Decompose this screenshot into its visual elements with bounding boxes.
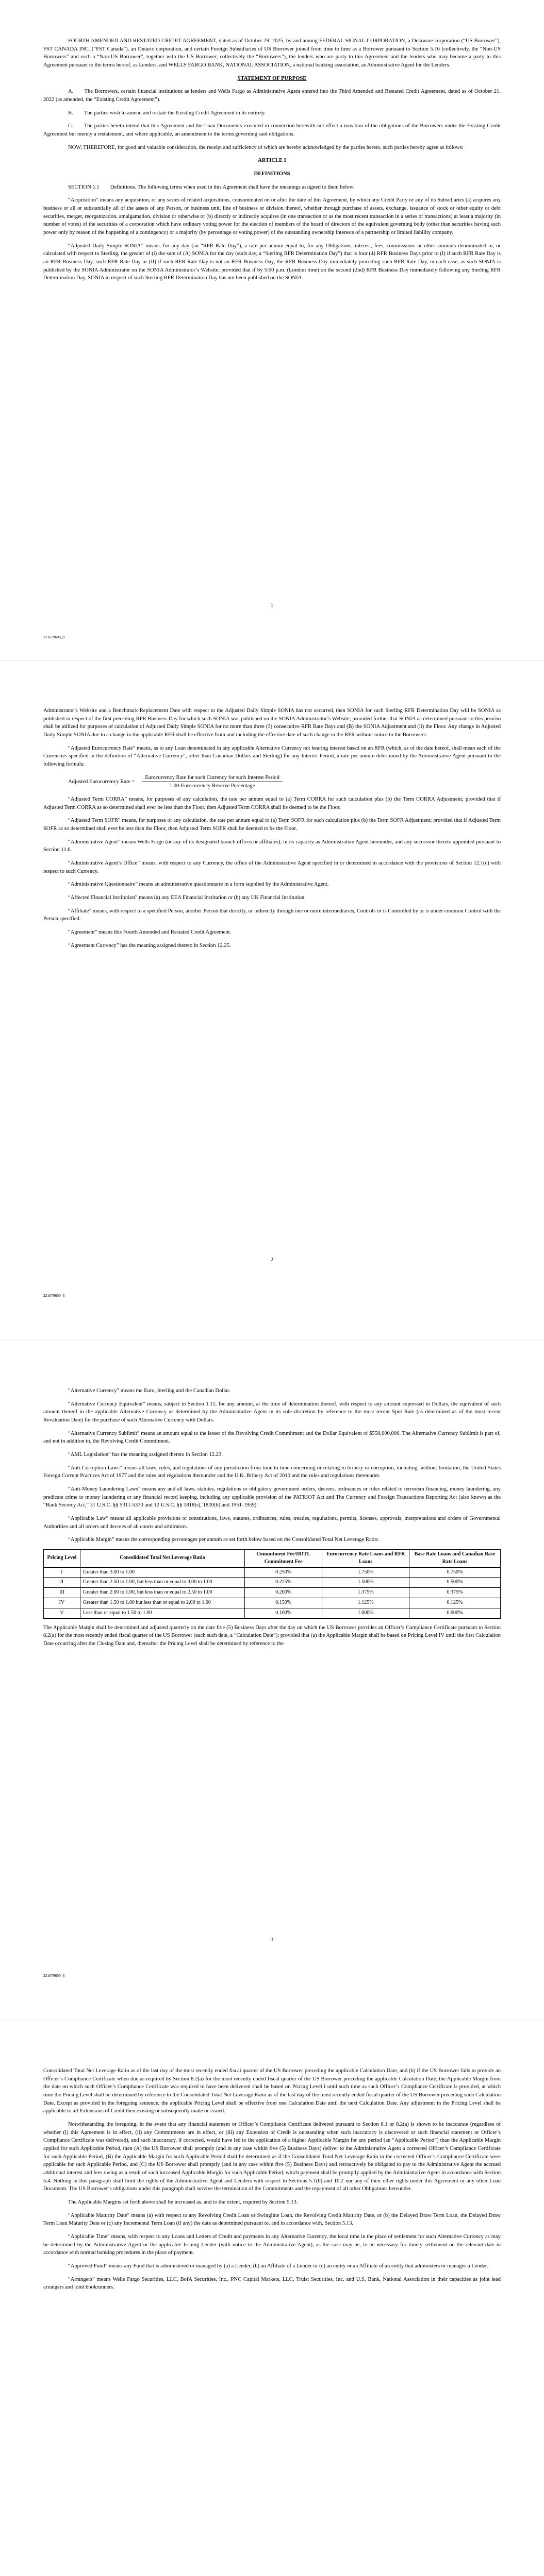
def-anti-corruption-laws: “Anti-Corruption Laws” means all laws, rules, and regulations of any jurisdiction from time to time concerning or relating to bribery or corruption, including, without limitation, the United States Foreign Corrupt Practices Act of 1977 and the rules and regulations thereunder and the U.K. Bribery Act of 2010 and the rules and regulations thereunder. <box>43 1465 501 1479</box>
section-1-1: SECTION 1.1 Definitions. The following terms when used in this Agreement shall have the meanings assigned to them below: <box>68 184 355 190</box>
def-arrangers: “Arrangers” means Wells Fargo Securities, LLC, BofA Securities, Inc., PNC Capital Markets, LLC, Truist Securities, Inc. and U.S. Bank, National Association in their capacities as joint lead arrangers and joint bookrunners. <box>43 2276 501 2291</box>
table-cell: 0.200% <box>244 1588 322 1598</box>
page-number: 3 <box>270 1937 274 1943</box>
table-cell: Greater than 3.00 to 1.00 <box>80 1567 244 1578</box>
table-row <box>44 1588 501 1598</box>
def-anti-money-laundering-laws: “Anti-Money Laundering Laws” means any and all laws, statutes, regulations or obligatory government orders, decrees, ordinances or rules related to terrorism financing, money laundering, any predicate crime to money laundering or any financial record keeping, including any applicable provision of the PATRIOT Act and The Currency and Foreign Transactions Reporting Act (also known as the “Bank Secrecy Act,” 31 U.S.C. §§ 5311-5330 and 12 U.S.C. §§ 1818(s), 1820(b) and 1951-1959). <box>43 1486 501 1509</box>
page-2-body <box>43 707 501 955</box>
table-cell: 0.000% <box>409 1608 500 1618</box>
formula-lhs: Adjusted Eurocurrency Rate = <box>68 779 135 785</box>
page-separator <box>0 660 544 661</box>
page-number: 1 <box>270 603 274 608</box>
def-affiliate: “Affiliate” means, with respect to a specified Person, another Person that directly, or indirectly through one or more intermediaries, Controls or is Controlled by or is under common Control with the Person specified. <box>43 908 501 922</box>
table-cell: 1.000% <box>322 1608 409 1618</box>
document-id: 221679600_8 <box>43 1973 65 1978</box>
document-id: 221679600_8 <box>43 635 65 639</box>
statement-of-purpose-heading: STATEMENT OF PURPOSE <box>237 75 307 81</box>
table-row <box>44 1598 501 1608</box>
recital-b: B. The parties wish to amend and restate the Existing Credit Agreement in its entirety. <box>68 110 266 116</box>
table-cell: III <box>44 1588 80 1598</box>
table-cell: 0.125% <box>409 1598 500 1608</box>
def-adjusted-term-corra: “Adjusted Term CORRA” means, for purposes of any calculation, the rate per annum equal to (a) Term CORRA for such calculation plus (b) the Term CORRA Adjustment; provided that if Adjusted Term CORRA as so determined shall ever be less than the Floor, then Adjusted Term CORRA shall be deemed to be the Floor. <box>43 796 501 810</box>
table-cell: 1.750% <box>322 1567 409 1578</box>
def-aml-legislation: “AML Legislation” has the meaning assigned thereto in Section 12.23. <box>68 1452 223 1458</box>
table-cell: 0.250% <box>244 1567 322 1578</box>
applicable-margin-continued: Consolidated Total Net Leverage Ratio as of the last day of the most recently ended fiscal quarter of the US Borrower preceding the applicable Calculation Date, and (b) if the US Borrower fails to provide an Officer’s Compliance Certificate when due as required by Section 8.2(a) for the most recently ended fiscal quarter of the US Borrower preceding the applicable Calculation Date, the Applicable Margin from the date on which such Officer’s Compliance Certificate was required to have been delivered shall be based on Pricing Level I until such time as such Officer’s Compliance Certificate is provided, at which time the Pricing Level shall be determined by reference to the Consolidated Total Net Leverage Ratio as of the last day of the most recently ended fiscal quarter of the US Borrower preceding such Calculation Date. Except as provided in the foregoing sentence, the applicable Pricing Level shall be effective from one Calculation Date until the next Calculation Date. Any adjustment in the Pricing Level shall be applicable to all Extensions of Credit then existing or subsequently made or issued. <box>43 2068 501 2114</box>
table-cell: V <box>44 1608 80 1618</box>
table-row <box>44 1578 501 1588</box>
def-sonia-continued: Administrator’s Website and a Benchmark Replacement Date with respect to the Adjusted Daily Simple SONIA has not occurred, then SONIA for such Sterling RFR Determination Day will be SONIA as published in respect of the first preceding RFR Business Day for which such SONIA was published on the SONIA Administrator’s Website; provided further that SONIA as determined pursuant to this proviso shall be utilized for purposes of calculation of Adjusted Daily Simple SONIA for no more than three (3) consecutive RFR Rate Days and (B) the SONIA Adjustment and (ii) the Floor. Any change in Adjusted Daily Simple SONIA due to a change in the applicable RFR shall be effective from and including the effective date of such change in the RFR without notice to the Borrowers. <box>43 708 501 738</box>
formula-numerator: Eurocurrency Rate for such Currency for such Interest Period <box>142 774 283 783</box>
table-cell: IV <box>44 1598 80 1608</box>
page-number: 2 <box>270 1257 274 1263</box>
def-affected-financial-institution: “Affected Financial Institution” means (a) any EEA Financial Institution or (b) any UK Financial Institution. <box>68 895 306 901</box>
def-administrative-agent: “Administrative Agent” means Wells Fargo (or any of its designated branch offices or affiliates), in its capacity as Administrative Agent hereunder, and any successor thereto appointed pursuant to Section 11.6. <box>43 839 501 853</box>
def-applicable-law: “Applicable Law” means all applicable provisions of constitutions, laws, statutes, ordinances, rules, treaties, regulations, permits, licenses, approvals, interpretations and orders of Governmental Authorities and all orders and decrees of all courts and arbitrators. <box>43 1516 501 1530</box>
recital-a: A. The Borrowers, certain financial institutions as lenders and Wells Fargo as Administrative Agent entered into the Third Amended and Restated Credit Agreement, dated as of October 21, 2022 (as amended, the “Existing Credit Agreement”). <box>43 89 501 103</box>
column-header: Commitment Fee/DDTL Commitment Fee <box>244 1550 322 1568</box>
table-row <box>44 1608 501 1618</box>
applicable-margin-table <box>43 1549 501 1619</box>
table-cell: 0.100% <box>244 1608 322 1618</box>
def-applicable-maturity-date: “Applicable Maturity Date” means (a) with respect to any Revolving Credit Loan or Swingline Loan, the Revolving Credit Maturity Date, or (b) the Delayed Draw Term Loan, the Delayed Draw Term Loan Maturity Date or (c) any Incremental Term Loan (if any) the date as determined pursuant to, and in accordance with, Section 5.13. <box>43 2212 501 2227</box>
table-header-row <box>44 1550 501 1568</box>
table-cell: Greater than 2.50 to 1.00, but less than or equal to 3.00 to 1.00 <box>80 1578 244 1588</box>
def-agreement-currency: “Agreement Currency” has the meaning assigned thereto in Section 12.25. <box>68 942 231 948</box>
document-id: 221679600_8 <box>43 1293 65 1298</box>
page-1-body <box>43 37 501 287</box>
table-cell: 0.150% <box>244 1598 322 1608</box>
page-3-body <box>43 1387 501 1653</box>
def-agreement: “Agreement” means this Fourth Amended and Restated Credit Agreement. <box>68 929 232 936</box>
formula-fraction <box>142 774 283 790</box>
def-approved-fund: “Approved Fund” means any Fund that is administered or managed by (a) a Lender, (b) an Affiliate of a Lender or (c) an entity or an Affiliate of an entity that administers or manages a Lender. <box>68 2263 488 2269</box>
page-4-body <box>43 2067 501 2297</box>
table-cell: II <box>44 1578 80 1588</box>
table-row <box>44 1567 501 1578</box>
def-acquisition: “Acquisition” means any acquisition, or any series of related acquisitions, consummated on or after the date of this Agreement, by which any Credit Party or any of its Subsidiaries (a) acquires any business or all or substantially all of the assets of any Person, or business unit, line of business or division thereof, whether through purchase of assets, exchange, issuance of stock or other equity or debt securities, merger, reorganization, amalgamation, division or otherwise or (b) directly or indirectly acquires (in one transaction or as the most recent transaction in a series of transactions) at least a majority (in number of votes) of the securities of a corporation which have ordinary voting power for the election of members of the board of directors of the equivalent governing body (other than securities having such power only by reason of the happening of a contingency) or a majority (by percentage or voting power) of the outstanding ownership interests of a partnership or limited liability company. <box>43 197 501 236</box>
def-adjusted-eurocurrency-rate: “Adjusted Eurocurrency Rate” means, as to any Loan denominated in any applicable Alternative Currency not bearing interest based on an RFR (which, as of the date hereof, shall mean each of the Currencies specified in the definition of “Alternative Currency”, other than Canadian Dollars and Sterling) for any Interest Period, a rate per annum determined by the Administrative Agent pursuant to the following formula: <box>43 745 501 768</box>
table-cell: 0.375% <box>409 1588 500 1598</box>
def-alternative-currency-equivalent: “Alternative Currency Equivalent” means, subject to Section 1.11, for any amount, at the time of determination thereof, with respect to any amount expressed in Dollars, the equivalent of such amount thereof in the applicable Alternative Currency as determined by the Administrative Agent in its sole discretion by reference to the most recent Spot Rate (as determined as of the most recent Revaluation Date) for the purchase of such Alternative Currency with Dollars. <box>43 1401 501 1423</box>
table-cell: Less than or equal to 1.50 to 1.00 <box>80 1608 244 1618</box>
table-cell: 0.225% <box>244 1578 322 1588</box>
table-cell: 0.500% <box>409 1578 500 1588</box>
table-cell: 0.750% <box>409 1567 500 1578</box>
recital-c: C. The parties hereto intend that this Agreement and the Loan Documents executed in connection herewith not effect a novation of the obligations of the Borrowers under the Existing Credit Agreement but merely a restatement, and where applicable, an amendment to the terms governing said obligations. <box>43 123 501 138</box>
column-header: Eurocurrency Rate Loans and RFR Loans <box>322 1550 409 1568</box>
applicable-margin-adjustment: The Applicable Margin shall be determined and adjusted quarterly on the date five (5) Business Days after the day on which the US Borrower provides an Officer’s Compliance Certificate pursuant to Section 8.2(a) for the most recently ended fiscal quarter of the US Borrower (each such date, a “Calculation Date”); provided that (a) the Applicable Margin shall be based on Pricing Level IV until the first Calculation Date occurring after the Closing Date and, thereafter the Pricing Level shall be determined by reference to the <box>43 1624 501 1647</box>
eurocurrency-formula <box>68 774 501 790</box>
column-header: Base Rate Loans and Canadian Base Rate Loans <box>409 1550 500 1568</box>
article-heading: ARTICLE I <box>258 158 286 164</box>
def-administrative-questionnaire: “Administrative Questionnaire” means an administrative questionnaire in a form supplied by the Administrative Agent. <box>68 882 329 888</box>
def-administrative-agent-office: “Administrative Agent’s Office” means, with respect to any Currency, the office of the Administrative Agent specified in or determined in accordance with the provisions of Section 12.1(c) with respect to such Currency. <box>43 860 501 874</box>
table-cell: 1.375% <box>322 1588 409 1598</box>
table-cell: 1.500% <box>322 1578 409 1588</box>
margin-increase-paragraph: The Applicable Margins set forth above shall be increased as, and to the extent, required by Section 5.13. <box>68 2199 298 2206</box>
column-header: Consolidated Total Net Leverage Ratio <box>80 1550 244 1568</box>
inaccuracy-paragraph: Notwithstanding the foregoing, in the event that any financial statement or Officer’s Compliance Certificate delivered pursuant to Section 8.1 or 8.2(a) is shown to be inaccurate (regardless of whether (i) this Agreement is in effect, (ii) any Commitments are in effect, or (iii) any Extension of Credit is outstanding when such inaccuracy is discovered or such financial statement or Officer’s Compliance Certificate was delivered), and such inaccuracy, if corrected, would have led to the application of a higher Applicable Margin for any period (an “Applicable Period”) than the Applicable Margin applied for such Applicable Period, then (A) the US Borrower shall promptly (and in any case within five (5) Business Days) deliver to the Administrative Agent a corrected Officer’s Compliance Certificate for such Applicable Period, (B) the Applicable Margin for such Applicable Period shall be determined as if the Consolidated Total Net Leverage Ratio in the corrected Officer’s Compliance Certificate were applicable for such Applicable Period, and (C) the US Borrower shall promptly (and in any case within five (5) Business Days) and retroactively be obligated to pay to the Administrative Agent the accrued additional interest and fees owing as a result of such increased Applicable Margin for such Applicable Period, which payment shall be promptly applied by the Administrative Agent in accordance with Section 5.4. Nothing in this paragraph shall limit the rights of the Administrative Agent and Lenders with respect to Sections 5.1(b) and 10.2 nor any of their other rights under this Agreement or any other Loan Document. The US Borrower’s obligations under this paragraph shall survive the termination of the Commitments and the repayment of all other Obligations hereunder. <box>43 2122 501 2192</box>
intro-paragraph: FOURTH AMENDED AND RESTATED CREDIT AGREEMENT, dated as of October 29, 2025, by and among FEDERAL SIGNAL CORPORATION, a Delaware corporation (“US Borrower”), FST CANADA INC. (“FST Canada”), an Ontario corporation, and certain Foreign Subsidiaries of US Borrower joined from time to time as a Borrower pursuant to Section 5.16 (collectively, the “Non-US Borrowers” and each a “Non-US Borrower”, together with the US Borrower, collectively the “Borrowers”), the lenders who are party to this Agreement and the lenders who may become a party to this Agreement pursuant to the terms hereof, as Lenders, and WELLS FARGO BANK, NATIONAL ASSOCIATION, a national banking association, as Administrative Agent for the Lenders. <box>43 38 501 69</box>
formula-denominator: 1.00-Eurocurrency Reserve Percentage <box>169 783 255 789</box>
def-applicable-time: “Applicable Time” means, with respect to any Loans and Letters of Credit and payments in any Alternative Currency, the local time in the place of settlement for such Alternative Currency as may be determined by the Administrative Agent or the applicable Issuing Lender (with notice to the Administrative Agent), as the case may be, to be necessary for timely settlement on the relevant date in accordance with normal banking procedures in the place of payment. <box>43 2234 501 2256</box>
definitions-heading: DEFINITIONS <box>254 171 290 177</box>
column-header: Pricing Level <box>44 1550 80 1568</box>
def-applicable-margin: “Applicable Margin” means the corresponding percentages per annum as set forth below based on the Consolidated Total Net Leverage Ratio: <box>68 1537 379 1543</box>
def-adjusted-term-sofr: “Adjusted Term SOFR” means, for purposes of any calculation, the rate per annum equal to (a) Term SOFR for such calculation plus (b) the Term SOFR Adjustment; provided that if Adjusted Term SOFR as so determined shall ever be less than the Floor, then Adjusted Term SOFR shall be deemed to be the Floor. <box>43 818 501 832</box>
table-cell: Greater than 1.50 to 1.00 but less than or equal to 2.00 to 1.00 <box>80 1598 244 1608</box>
now-therefore-paragraph: NOW, THEREFORE, for good and valuable consideration, the receipt and sufficiency of which are hereby acknowledged by the parties hereto, such parties hereby agree as follows: <box>68 144 464 150</box>
def-alternative-currency: “Alternative Currency” means the Euro, Sterling and the Canadian Dollar. <box>68 1388 230 1394</box>
table-cell: Greater than 2.00 to 1.00, but less than or equal to 2.50 to 1.00 <box>80 1588 244 1598</box>
table-cell: I <box>44 1567 80 1578</box>
def-alternative-currency-sublimit: “Alternative Currency Sublimit” means an amount equal to the lesser of the Revolving Credit Commitment and the Dollar Equivalent of $550,000,000. The Alternative Currency Sublimit is part of, and not in addition to, the Revolving Credit Commitment. <box>43 1430 501 1445</box>
def-adjusted-daily-simple-sonia: “Adjusted Daily Simple SONIA” means, for any day (an “RFR Rate Day”), a rate per annum equal to, for any Obligations, interest, fees, commissions or other amounts denominated in, or calculated with respect to Sterling, the greater of (i) the sum of (A) SONIA for the day (such day, a “Sterling RFR Determination Day”) that is four (4) RFR Business Days prior to (I) if such RFR Rate Day is an RFR Business Day, such RFR Rate Day or (II) if such RFR Rate Day is not an RFR Business Day, the RFR Business Day immediately preceding such RFR Rate Day, in each case, as such SONIA is published by the SONIA Administrator on the SONIA Administrator’s Website; provided that if by 5:00 p.m. (London time) on the second (2nd) RFR Business Day immediately following any Sterling RFR Determination Day, SONIA in respect of such Sterling RFR Determination Day has not been published on the SONIA <box>43 243 501 281</box>
table-cell: 1.125% <box>322 1598 409 1608</box>
